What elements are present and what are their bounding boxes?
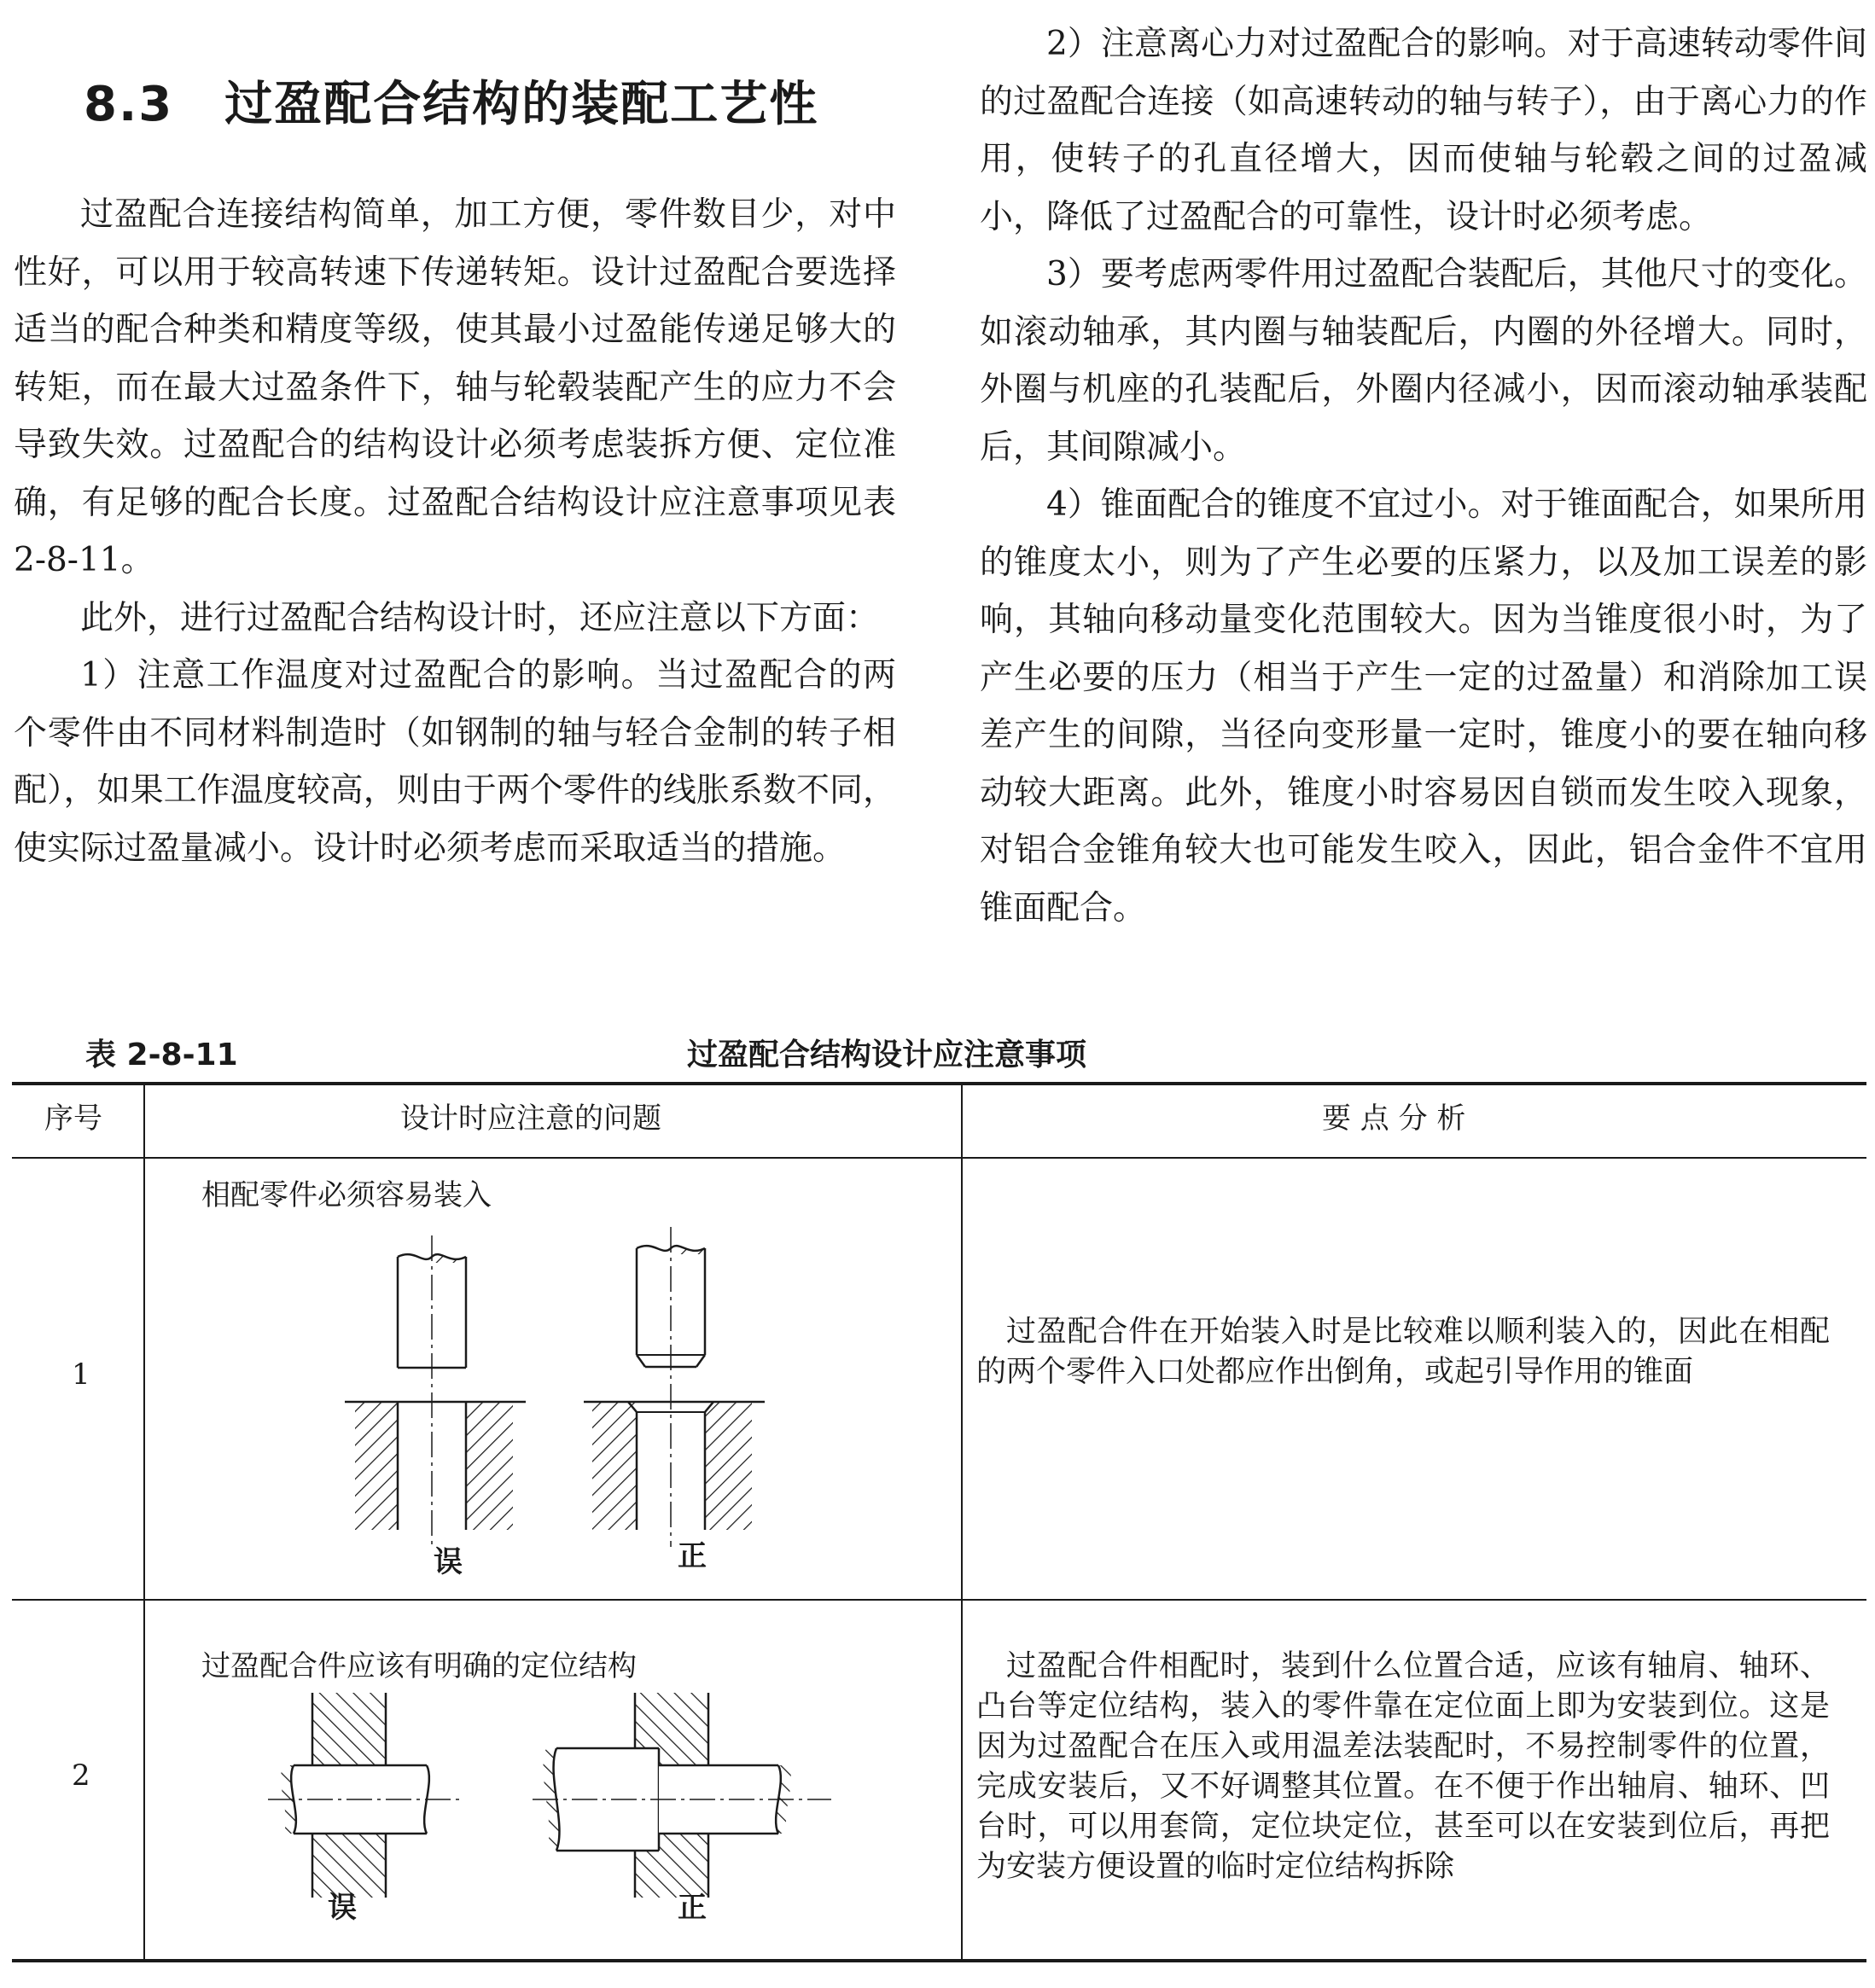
row-number: 1 — [72, 1357, 90, 1392]
row-problem: 过盈配合件应该有明确的定位结构 — [201, 1649, 637, 1683]
section-heading — [84, 67, 818, 135]
paragraph: 3）要考虑两零件用过盈配合装配后，其他尺寸的变化。如滚动轴承，其内圈与轴装配后，内圈的外径增大。同时，外圈与机座的孔装配后，外圈内径减小，因而滚动轴承装配后，其间隙减小。 — [980, 255, 1867, 467]
paragraph: 4）锥面配合的锥度不宜过小。对于锥面配合，如果所用的锥度太小，则为了产生必要的压紧力，以及加工误差的影响，其轴向移动量变化范围较大。因为当锥度很小时，为了产生必要的压力（相当于产生一定的过盈量）和消除加工误差产生的间隙，当径向变形量一定时，锥度小的要在轴向移动较大距离。此外，锥度小时容易因自锁而发生咬入现象，对铝合金锥角较大也可能发生咬入，因此，铝合金件不宜用锥面配合。 — [980, 485, 1867, 927]
paragraph: 过盈配合连接结构简单，加工方便，零件数目少，对中性好，可以用于较高转速下传递转矩。设计过盈配合要选择适当的配合种类和精度等级，使其最小过盈能传递足够大的转矩，而在最大过盈条件下，轴与轮毂装配产生的应力不会导致失效。过盈配合的结构设计必须考虑装拆方便、定位准确，有足够的配合长度。过盈配合结构设计应注意事项见表 2-8-11。 — [14, 195, 896, 579]
right-assembly — [533, 1693, 831, 1898]
table-number: 表 2-8-11 — [85, 1038, 238, 1072]
label-wrong: 误 — [328, 1891, 357, 1925]
column-divider — [143, 1082, 145, 1961]
wrong-assembly — [268, 1693, 464, 1898]
right-shaft — [637, 1227, 705, 1547]
header-bottom-rule — [12, 1157, 1866, 1159]
right-body — [980, 15, 1867, 937]
wrong-hole-block — [345, 1402, 526, 1530]
paragraph: 1）注意工作温度对过盈配合的影响。当过盈配合的两个零件由不同材料制造时（如钢制的轴与轻合金制的转子相配），如果工作温度较高，则由于两个零件的线胀系数不同，使实际过盈量减小。设计时必须考虑而采取适当的措施。 — [14, 656, 896, 868]
row-divider — [12, 1599, 1866, 1601]
table-title: 过盈配合结构设计应注意事项 — [687, 1038, 1087, 1072]
wrong-shaft — [398, 1235, 466, 1547]
section-number: 8.3 — [84, 77, 174, 132]
table-bottom-rule — [12, 1959, 1866, 1962]
table-caption — [85, 1031, 1784, 1073]
locating-figure — [268, 1693, 848, 1906]
header-problem: 设计时应注意的问题 — [400, 1102, 661, 1136]
section-title: 过盈配合结构的装配工艺性 — [224, 77, 819, 132]
table-top-rule — [12, 1082, 1866, 1085]
chamfer-figure — [336, 1227, 814, 1568]
left-body — [14, 186, 896, 877]
row-analysis: 过盈配合件在开始装入时是比较难以顺利装入的，因此在相配的两个零件入口处都应作出倒角，或起引导作用的锥面 — [976, 1315, 1830, 1389]
row-problem: 相配零件必须容易装入 — [201, 1178, 492, 1212]
paragraph: 此外，进行过盈配合结构设计时，还应注意以下方面： — [80, 598, 880, 637]
row-analysis: 过盈配合件相配时，装到什么位置合适，应该有轴肩、轴环、凸台等定位结构，装入的零件靠在定位面上即为安装到位。这是因为过盈配合在压入或用温差法装配时，不易控制零件的位置，完成安装后，又不好调整其位置。在不便于作出轴肩、轴环、凹台时，可以用套筒，定位块定位，甚至可以在安装到位后，再把为安装方便设置的临时定位结构拆除 — [976, 1649, 1830, 1884]
label-right: 正 — [678, 1891, 707, 1925]
column-divider — [961, 1082, 963, 1961]
paragraph: 2）注意离心力对过盈配合的影响。对于高速转动零件间的过盈配合连接（如高速转动的轴与转子），由于离心力的作用，使转子的孔直径增大，因而使轴与轮毂之间的过盈减小，降低了过盈配合的可靠性，设计时必须考虑。 — [980, 25, 1867, 236]
label-wrong: 误 — [434, 1545, 463, 1579]
right-hole-block — [584, 1402, 765, 1530]
notes-table — [12, 1082, 1866, 1969]
header-no: 序号 — [44, 1102, 102, 1136]
row-number: 2 — [72, 1758, 90, 1793]
label-right: 正 — [678, 1539, 707, 1573]
header-analysis: 要 点 分 析 — [1322, 1102, 1466, 1136]
